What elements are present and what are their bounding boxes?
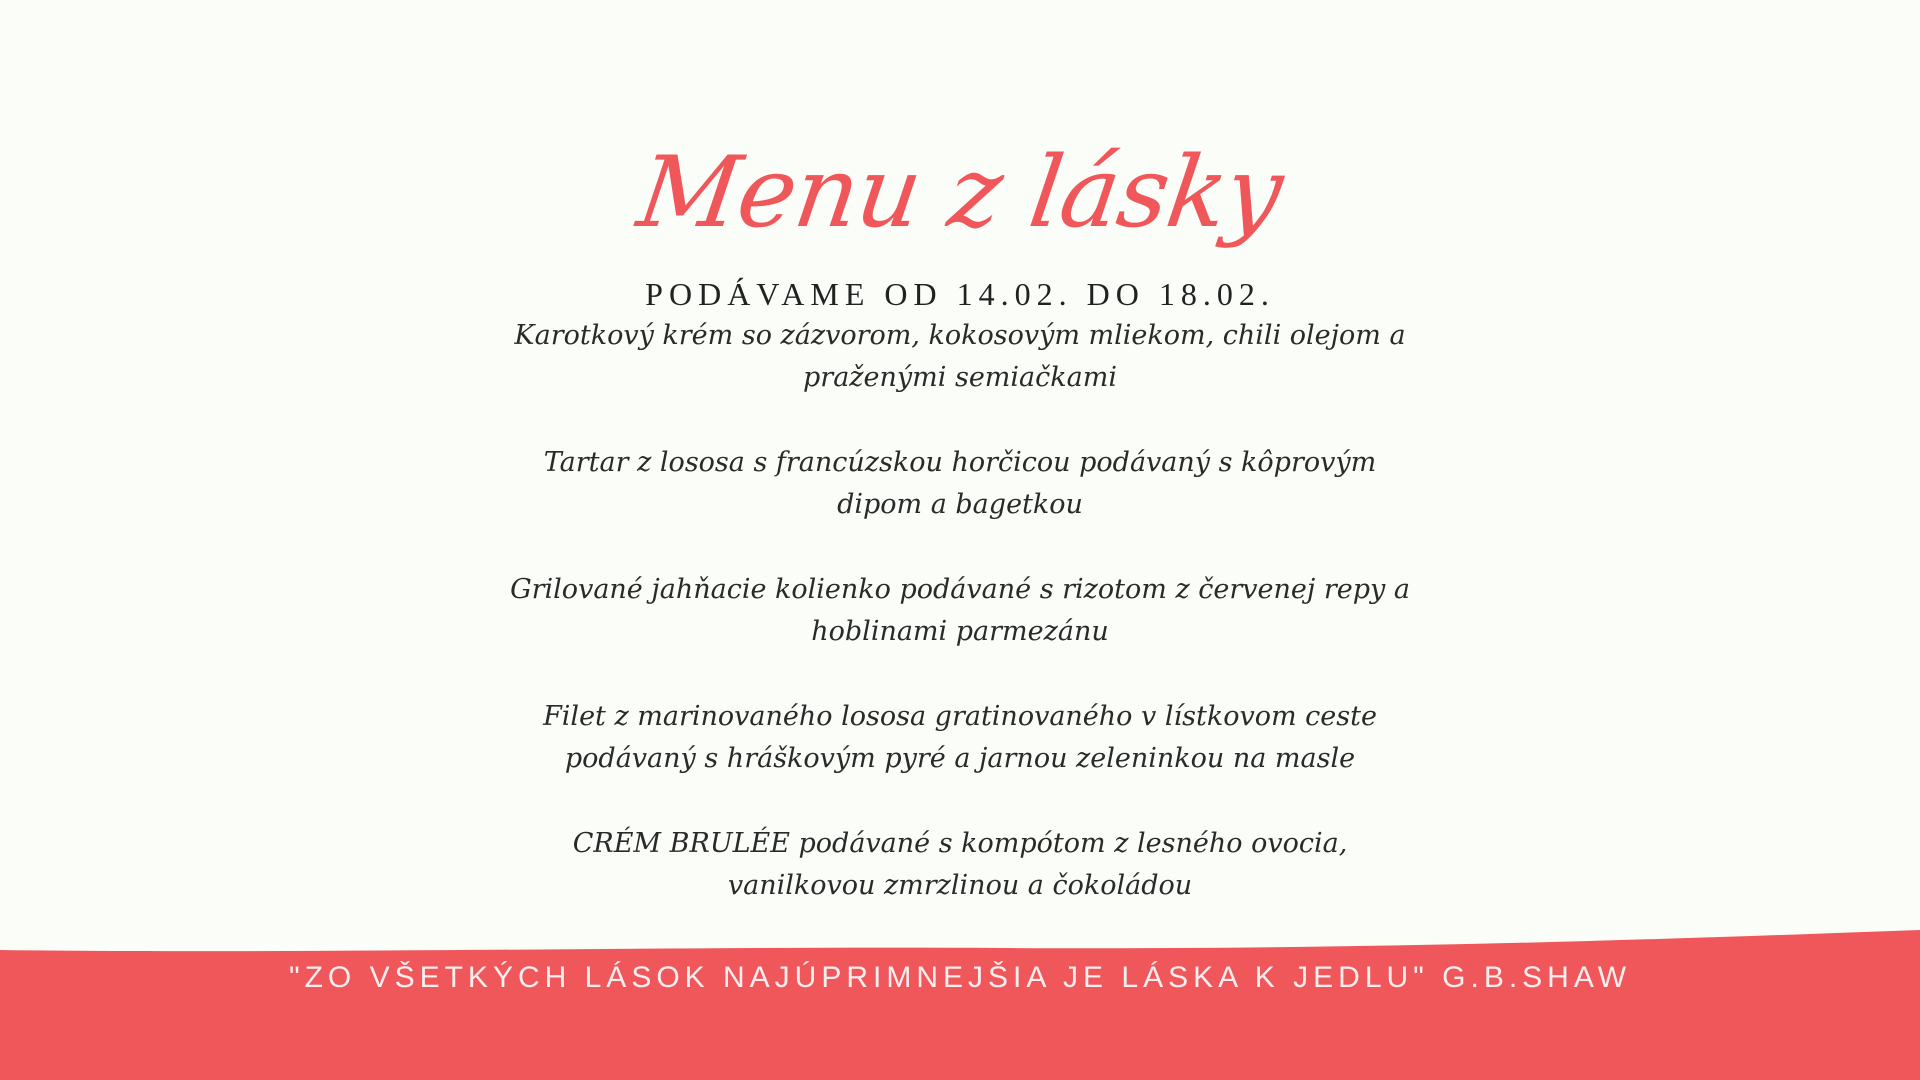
- menu-item-soup: Karotkový krém so zázvorom, kokosovým mliekom, chili olejom a praženými semiačkami: [514, 320, 1406, 393]
- menu-title: Menu z lásky: [631, 136, 1289, 250]
- wavy-footer-shape: [0, 920, 1920, 1080]
- date-range-subtitle: PODÁVAME OD 14.02. DO 18.02.: [645, 276, 1275, 312]
- menu-item-lamb: Grilované jahňacie kolienko podávané s rizotom z červenej repy a hoblinami parmezánu: [510, 574, 1410, 647]
- menu-item-starter: Tartar z lososa s francúzskou horčicou podávaný s kôprovým dipom a bagetkou: [543, 447, 1377, 520]
- footer-quote: "ZO VŠETKÝCH LÁSOK NAJÚPRIMNEJŠIA JE LÁSKA K JEDLU" G.B.SHAW: [288, 961, 1632, 994]
- footer-band: [0, 920, 1920, 1080]
- menu-item-salmon: Filet z marinovaného lososa gratinovaného v lístkovom ceste podávaný s hráškovým pyré a jarnou zeleninkou na masle: [543, 701, 1377, 774]
- menu-item-dessert: CRÉM BRULÉE podávané s kompótom z lesného ovocia, vanilkovou zmrzlinou a čokoládou: [572, 828, 1348, 901]
- menu-list: [460, 315, 1460, 950]
